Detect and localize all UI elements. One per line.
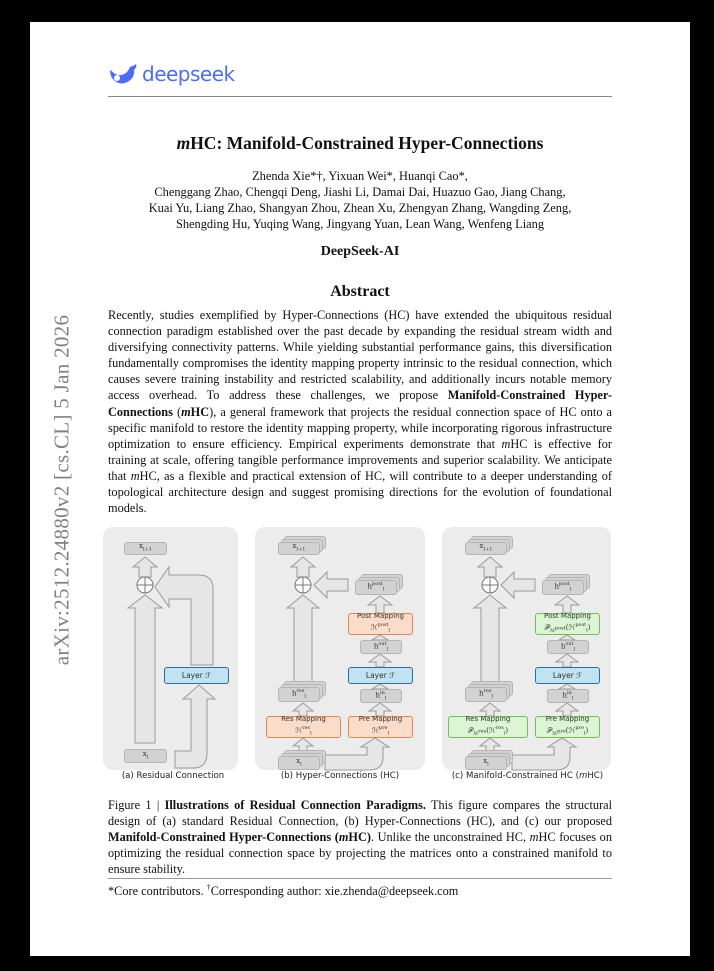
box-post-mapping: Post Mapping 𝒫$_{ℳ^{post}}$(ℋ$^{post}_l$) (535, 613, 600, 635)
whale-icon (108, 62, 138, 86)
post-to-add-arrow (314, 572, 348, 598)
footnote-rule (108, 878, 612, 879)
post-mapping-arrow (555, 596, 579, 613)
res-mapping-arrow (293, 703, 313, 716)
author-line: Kuai Yu, Liang Zhao, Shangyan Zhou, Zhean Xu, Zhengyan Zhang, Wangding Zeng, (148, 201, 572, 215)
box-h-post: $h^{post}_l$ (542, 580, 584, 595)
box-h-res: $h^{res}_l$ (278, 687, 320, 702)
caption-b: (b) Hyper-Connections (HC) (280, 771, 400, 781)
res-mapping-arrow (480, 703, 500, 716)
output-arrow (133, 557, 157, 577)
box-h-post: $h^{post}_l$ (355, 580, 397, 595)
box-x-in: $x_l$ (465, 756, 507, 770)
box-layer: Layer ℱ (348, 667, 413, 684)
x-to-pre-arrow (325, 738, 389, 770)
layer-out-arrow (369, 654, 391, 667)
box-layer: Layer ℱ (164, 667, 229, 684)
author-line: Zhenda Xie*†, Yixuan Wei*, Huanqi Cao*, (252, 169, 468, 183)
box-x-next: $x_{l+1}$ (465, 542, 507, 555)
post-mapping-arrow (368, 596, 392, 613)
box-x-in: $x_l$ (124, 749, 167, 763)
x-to-res-arrow (480, 738, 500, 753)
x-to-res-arrow (293, 738, 313, 753)
author-line: Shengding Hu, Yuqing Wang, Jingyang Yuan, Lean Wang, Wenfeng Liang (175, 217, 545, 231)
box-h-in: $h^{in}_l$ (360, 689, 402, 703)
caption-a: (a) Residual Connection (121, 771, 225, 781)
author-list (108, 168, 612, 232)
layer-out-arrow (556, 654, 578, 667)
residual-arrow (474, 595, 506, 682)
box-pre-mapping: Pre Mapping ℋ$^{pre}_l$ (348, 716, 413, 738)
deepseek-logo (108, 62, 235, 86)
box-layer: Layer ℱ (535, 667, 600, 684)
arxiv-identifier: arXiv:2512.24880v2 [cs.CL] 5 Jan 2026 (49, 314, 74, 666)
footnote: *Core contributors. †Corresponding author: xie.zhenda@deepseek.com (108, 883, 459, 899)
layer-output-arrow (155, 567, 213, 665)
box-x-next: $x_{l+1}$ (124, 542, 167, 555)
panel-residual-connection (103, 527, 238, 770)
box-h-out: $h^{out}_l$ (360, 640, 402, 654)
box-h-res: $h^{res}_l$ (465, 687, 507, 702)
panel-manifold-constrained-hc (442, 527, 611, 770)
post-to-add-arrow (501, 572, 535, 598)
arrows-a (103, 527, 238, 770)
figure-caption: Figure 1 | Illustrations of Residual Connection Paradigms. This figure compares the structural design of (a) standard Residual Connection, (b) Hyper-Connections (HC), and (c) our proposed Manifold-Constrained Hyper-Connections (mHC). Unlike the unconstrained HC, mHC focuses on optimizing the residual connection space by projecting the matrices onto a constrained manifold to ensure stability. (108, 798, 612, 876)
logo-text: deepseek (142, 62, 235, 86)
output-arrow (291, 557, 315, 577)
abstract-heading: Abstract (330, 283, 390, 300)
box-h-out: $h^{out}_l$ (547, 640, 589, 654)
title-m: m (176, 133, 191, 153)
box-h-in: $h^{in}_l$ (547, 689, 589, 703)
author-line: Chenggang Zhao, Chengqi Deng, Jiashi Li, Damai Dai, Huazuo Gao, Jiang Chang, (154, 185, 566, 199)
box-x-next: $x_{l+1}$ (278, 542, 320, 555)
residual-arrow (128, 595, 162, 743)
affiliation: DeepSeek-AI (320, 244, 400, 259)
box-res-mapping: Res Mapping ℋ$^{res}_l$ (266, 716, 341, 738)
residual-arrow (287, 595, 319, 682)
pre-out-arrow (556, 703, 578, 716)
layer-input-arrow (175, 685, 215, 768)
output-arrow (478, 557, 502, 577)
pre-out-arrow (369, 703, 391, 716)
box-res-mapping: Res Mapping 𝒫$_{ℳ^{res}}$(ℋ$^{res}_l$) (448, 716, 528, 738)
box-x-in: $x_l$ (278, 756, 320, 770)
panel-hyper-connections (255, 527, 425, 770)
box-post-mapping: Post Mapping ℋ$^{post}_l$ (348, 613, 413, 635)
caption-c: (c) Manifold-Constrained HC (mHC) (451, 771, 604, 781)
header-rule (108, 96, 612, 97)
title-text: HC: Manifold-Constrained Hyper-Connections (190, 133, 544, 153)
x-to-pre-arrow (512, 738, 576, 770)
paper-title (108, 133, 612, 154)
abstract-text: Recently, studies exemplified by Hyper-Connections (HC) have extended the ubiquitous residual connection paradigm established over the past decade by expanding the residual stream width and diversifying connectivity patterns. While yielding substantial performance gains, this diversification fundamentally compromises the identity mapping property intrinsic to the residual connection, which causes severe training instability and restricted scalability, and additionally incurs notable memory access overhead. To address these challenges, we propose Manifold-Constrained Hyper-Connections (mHC), a general framework that projects the residual connection space of HC onto a specific manifold to restore the identity mapping property, while incorporating rigorous infrastructure optimization to ensure efficiency. Empirical experiments demonstrate that mHC is effective for training at scale, offering tangible performance improvements and superior scalability. We anticipate that mHC, as a flexible and practical extension of HC, will contribute to a deeper understanding of topological architecture design and suggest promising directions for the evolution of foundational models. (108, 308, 613, 516)
box-pre-mapping: Pre Mapping 𝒫$_{ℳ^{pre}}$(ℋ$^{pre}_l$) (535, 716, 600, 738)
